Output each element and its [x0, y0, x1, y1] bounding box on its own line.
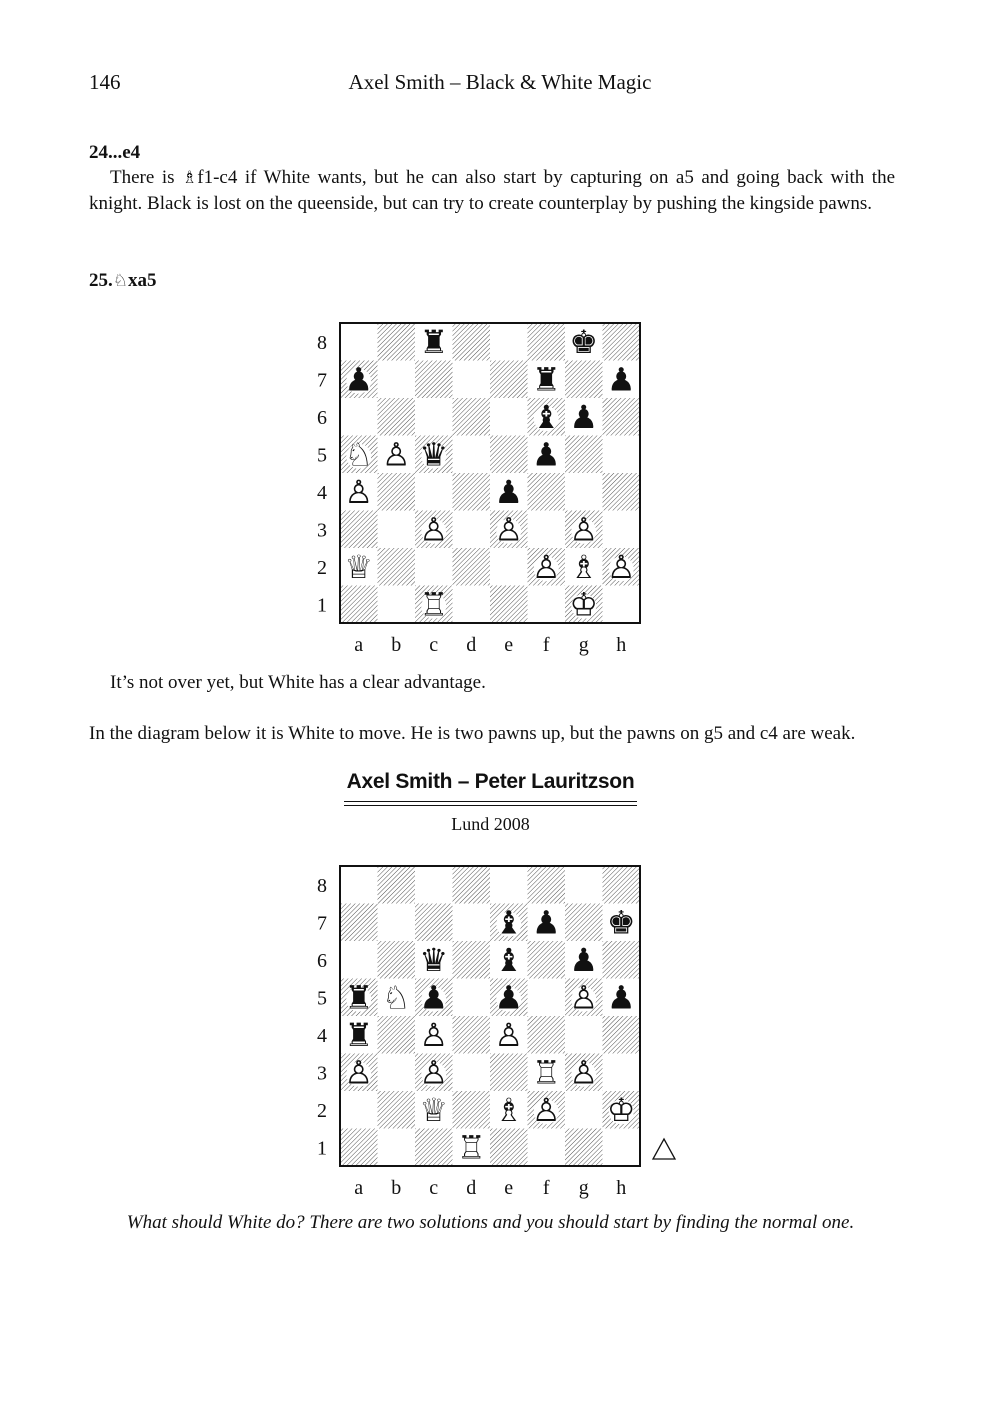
light-square	[565, 1016, 603, 1054]
black-pawn-icon: ♟	[344, 360, 374, 399]
rank-label: 6	[317, 406, 327, 429]
black-pawn-icon: ♟	[569, 940, 599, 979]
white-pawn-icon: ♙	[531, 547, 561, 586]
light-square	[340, 1091, 378, 1129]
rank-label: 3	[317, 1062, 327, 1085]
light-square	[490, 866, 528, 904]
game-title: Axel Smith – Peter Lauritzson	[346, 770, 635, 793]
dark-square	[490, 586, 528, 624]
dark-square	[603, 473, 641, 511]
light-square	[528, 979, 566, 1017]
intro-paragraph: In the diagram below it is White to move. He is two pawns up, but the pawns on g5 and c4 are weak.	[89, 723, 856, 744]
black-pawn-icon: ♟	[606, 978, 636, 1017]
black-bishop-icon: ♝	[494, 940, 524, 979]
black-pawn-icon: ♟	[494, 978, 524, 1017]
dark-square	[453, 473, 491, 511]
white-queen-icon: ♕	[419, 1090, 449, 1129]
rank-label: 7	[317, 912, 327, 935]
light-square	[453, 586, 491, 624]
light-square	[490, 398, 528, 436]
white-pawn-icon: ♙	[569, 1053, 599, 1092]
dark-square	[378, 1091, 416, 1129]
dark-square	[415, 904, 453, 942]
bishop-figurine-icon: ♗	[182, 168, 198, 188]
black-queen-icon: ♛	[419, 435, 449, 474]
white-king-icon: ♔	[606, 1090, 636, 1129]
dark-square	[565, 1129, 603, 1167]
chess-diagram-2	[300, 859, 660, 1205]
annotation-paragraph	[89, 165, 895, 217]
light-square	[565, 866, 603, 904]
running-head: Axel Smith – Black & White Magic	[348, 70, 652, 94]
rank-label: 1	[317, 594, 327, 617]
dark-square	[453, 1016, 491, 1054]
black-pawn-icon: ♟	[569, 397, 599, 436]
black-bishop-icon: ♝	[494, 903, 524, 942]
dark-square	[453, 941, 491, 979]
white-knight-icon: ♘	[381, 978, 411, 1017]
file-label: b	[391, 634, 402, 656]
dark-square	[603, 398, 641, 436]
black-queen-icon: ♛	[419, 940, 449, 979]
white-pawn-icon: ♙	[494, 1015, 524, 1054]
file-label: a	[354, 1177, 364, 1199]
dark-square	[528, 866, 566, 904]
white-bishop-icon: ♗	[494, 1090, 524, 1129]
black-pawn-icon: ♟	[531, 903, 561, 942]
file-label: g	[578, 634, 589, 656]
dark-square	[340, 586, 378, 624]
light-square	[528, 586, 566, 624]
dark-square	[490, 1054, 528, 1092]
black-pawn-icon: ♟	[419, 978, 449, 1017]
light-square	[378, 1054, 416, 1092]
file-label: b	[391, 1177, 402, 1199]
white-pawn-icon: ♙	[344, 472, 374, 511]
black-pawn-icon: ♟	[494, 472, 524, 511]
dark-square	[490, 1129, 528, 1167]
rank-label: 1	[317, 1137, 327, 1160]
white-pawn-icon: ♙	[494, 510, 524, 549]
dark-square	[565, 904, 603, 942]
black-king-icon: ♚	[606, 903, 636, 942]
rank-label: 5	[317, 987, 327, 1010]
move-number: 25.	[89, 270, 113, 291]
dark-square	[378, 548, 416, 586]
light-square	[565, 1091, 603, 1129]
title-rule	[344, 805, 637, 806]
black-bishop-icon: ♝	[531, 397, 561, 436]
light-square	[340, 398, 378, 436]
game-event: Lund 2008	[451, 814, 530, 834]
dark-square	[340, 1129, 378, 1167]
black-pawn-icon: ♟	[531, 435, 561, 474]
move-text: xa5	[128, 270, 157, 291]
file-label: c	[429, 1177, 439, 1199]
white-pawn-icon: ♙	[381, 435, 411, 474]
light-square	[340, 323, 378, 361]
dark-square	[378, 1016, 416, 1054]
white-pawn-icon: ♙	[569, 978, 599, 1017]
text-run: f1-c4 if White wants, but he can also start by capturing on a5 and going back with the knight. Black is lost on the queenside, but can try to create counterplay by pushing the kingside pawns.	[89, 167, 896, 214]
dark-square	[565, 361, 603, 399]
dark-square	[453, 548, 491, 586]
rank-label: 2	[317, 556, 327, 579]
file-label: e	[504, 1177, 514, 1199]
black-king-icon: ♚	[569, 322, 599, 361]
light-square	[603, 1129, 641, 1167]
light-square	[340, 941, 378, 979]
rank-label: 7	[317, 369, 327, 392]
light-square	[415, 473, 453, 511]
rank-label: 2	[317, 1099, 327, 1122]
white-rook-icon: ♖	[419, 585, 449, 624]
rank-label: 8	[317, 874, 327, 897]
light-square	[565, 473, 603, 511]
dark-square	[490, 436, 528, 474]
light-square	[528, 1129, 566, 1167]
file-label: g	[578, 1177, 589, 1199]
file-label: f	[542, 634, 550, 656]
light-square	[378, 904, 416, 942]
dark-square	[490, 361, 528, 399]
light-square	[378, 511, 416, 549]
light-square	[490, 548, 528, 586]
rank-label: 6	[317, 949, 327, 972]
light-square	[453, 436, 491, 474]
dark-square	[453, 323, 491, 361]
white-pawn-icon: ♙	[569, 510, 599, 549]
dark-square	[453, 866, 491, 904]
dark-square	[378, 473, 416, 511]
comment-paragraph: It’s not over yet, but White has a clear advantage.	[110, 672, 486, 693]
dark-square	[453, 398, 491, 436]
light-square	[603, 511, 641, 549]
dark-square	[378, 398, 416, 436]
file-label: h	[616, 1177, 627, 1199]
light-square	[378, 1129, 416, 1167]
dark-square	[378, 323, 416, 361]
white-king-icon: ♔	[569, 585, 599, 624]
white-rook-icon: ♖	[531, 1053, 561, 1092]
diagram-caption: What should White do? There are two solutions and you should start by finding the normal one.	[126, 1212, 855, 1233]
light-square	[453, 979, 491, 1017]
rank-label: 8	[317, 331, 327, 354]
dark-square	[565, 436, 603, 474]
move-24-black: 24...e4	[89, 142, 141, 163]
white-rook-icon: ♖	[456, 1128, 486, 1167]
white-pawn-icon: ♙	[606, 547, 636, 586]
dark-square	[528, 473, 566, 511]
white-pawn-icon: ♙	[531, 1090, 561, 1129]
dark-square	[528, 1016, 566, 1054]
light-square	[453, 511, 491, 549]
dark-square	[528, 941, 566, 979]
white-pawn-icon: ♙	[419, 1053, 449, 1092]
black-rook-icon: ♜	[531, 360, 561, 399]
dark-square	[378, 866, 416, 904]
white-pawn-icon: ♙	[419, 510, 449, 549]
page-number: 146	[89, 70, 121, 94]
black-rook-icon: ♜	[419, 322, 449, 361]
black-rook-icon: ♜	[344, 1015, 374, 1054]
light-square	[490, 323, 528, 361]
light-square	[528, 511, 566, 549]
dark-square	[340, 904, 378, 942]
white-queen-icon: ♕	[344, 547, 374, 586]
dark-square	[378, 941, 416, 979]
dark-square	[603, 941, 641, 979]
rank-label: 3	[317, 519, 327, 542]
file-label: a	[354, 634, 364, 656]
light-square	[453, 361, 491, 399]
dark-square	[340, 511, 378, 549]
black-rook-icon: ♜	[344, 978, 374, 1017]
dark-square	[415, 361, 453, 399]
file-label: d	[466, 634, 477, 656]
title-rule	[344, 801, 637, 802]
white-pawn-icon: ♙	[344, 1053, 374, 1092]
knight-figurine-icon: ♘	[112, 271, 128, 291]
text-run: There is	[110, 167, 183, 188]
rank-label: 4	[317, 481, 327, 504]
dark-square	[603, 866, 641, 904]
dark-square	[415, 1129, 453, 1167]
file-label: h	[616, 634, 627, 656]
light-square	[415, 866, 453, 904]
dark-square	[603, 1016, 641, 1054]
white-knight-icon: ♘	[344, 435, 374, 474]
white-bishop-icon: ♗	[569, 547, 599, 586]
move-25-white	[89, 270, 157, 292]
light-square	[340, 866, 378, 904]
dark-square	[603, 323, 641, 361]
light-square	[378, 586, 416, 624]
light-square	[415, 548, 453, 586]
light-square	[603, 436, 641, 474]
rank-label: 4	[317, 1024, 327, 1047]
light-square	[603, 586, 641, 624]
dark-square	[453, 1091, 491, 1129]
light-square	[415, 398, 453, 436]
file-label: c	[429, 634, 439, 656]
light-square	[378, 361, 416, 399]
light-square	[603, 1054, 641, 1092]
rank-label: 5	[317, 444, 327, 467]
white-pawn-icon: ♙	[419, 1015, 449, 1054]
file-label: f	[542, 1177, 550, 1199]
light-square	[453, 1054, 491, 1092]
chess-diagram-1	[300, 316, 660, 662]
white-to-move-icon	[651, 1137, 677, 1161]
light-square	[453, 904, 491, 942]
black-pawn-icon: ♟	[606, 360, 636, 399]
file-label: e	[504, 634, 514, 656]
dark-square	[528, 323, 566, 361]
file-label: d	[466, 1177, 477, 1199]
